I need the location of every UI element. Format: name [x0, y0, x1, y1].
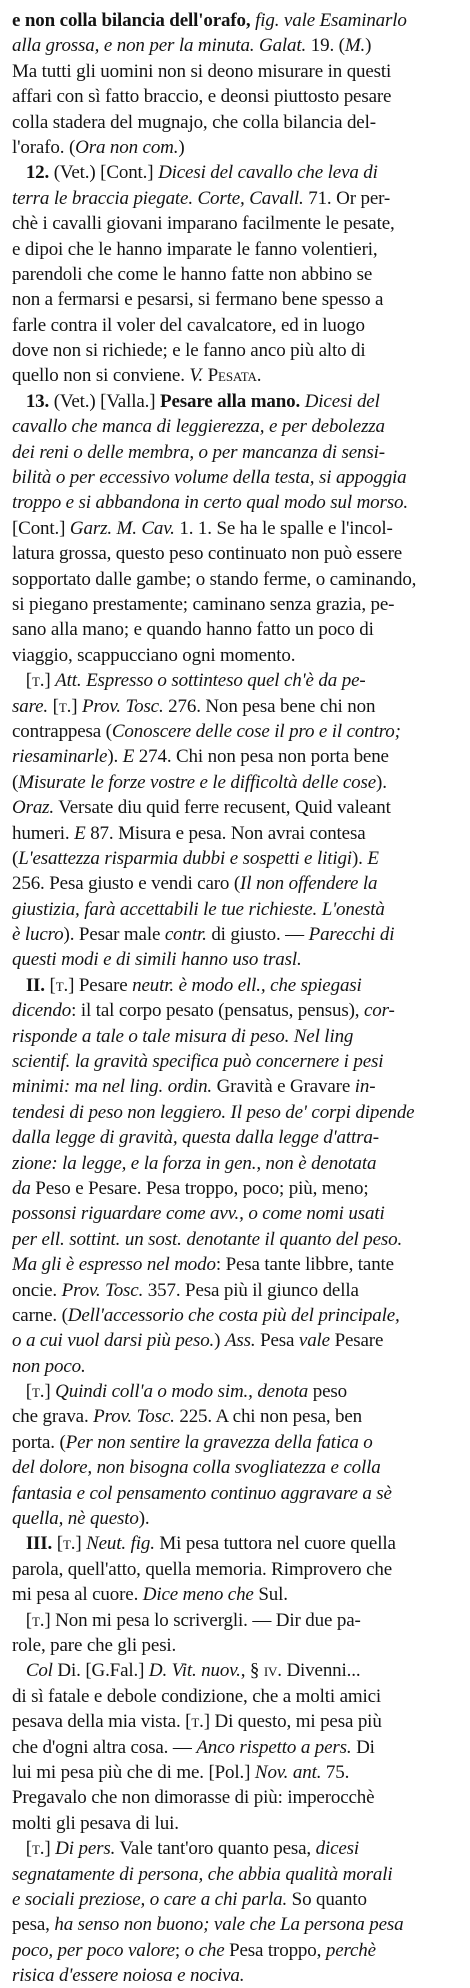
text-line: dalla legge di gravità, questa dalla legge d'attra-: [12, 1127, 379, 1149]
text-line: è lucro). Pesar male contr. di giusto. — Parecchi di: [12, 924, 395, 946]
text-line: scientif. la gravità specifica può concernere i pesi: [12, 1051, 384, 1073]
text-line: dei reni o delle membra, o per mancanza di sensi-: [12, 441, 385, 463]
text-line: si piegano prestamente; caminano senza grazia, pe-: [12, 593, 395, 615]
text-line: e sociali preziose, o care a chi parla. So quanto: [12, 1888, 367, 1910]
text-line: o a cui vuol darsi più peso.) Ass. Pesa vale Pesare: [12, 1330, 384, 1352]
text-line: del dolore, non bisogna colla svogliatezza e colla: [12, 1457, 381, 1479]
text-line: che d'ogni altra cosa. — Anco rispetto a pers. Di: [12, 1736, 375, 1758]
text-line: sano alla mano; e quando hanno fatto un poco di: [12, 619, 374, 641]
text-line: latura grossa, questo peso continuato non può essere: [12, 543, 403, 565]
text-line: bilità o per eccessivo volume della testa, si appoggia: [12, 467, 407, 489]
text-line: riesaminarle). E 274. Chi non pesa non porta bene: [12, 746, 389, 768]
text-line: non a fermarsi e pesarsi, si fermano bene spesso a: [12, 289, 384, 311]
text-line: e non colla bilancia dell'orafo, fig. vale Esaminarlo: [12, 10, 407, 31]
text-line: sopportato dalle gambe; o stando ferme, o caminando,: [12, 568, 417, 590]
text-line: carne. (Dell'accessorio che costa più del principale,: [12, 1304, 400, 1326]
text-line: Oraz. Versate diu quid ferre recusent, Quid valeant: [12, 797, 391, 819]
text-line: farle contra il voler del cavalcatore, ed in luogo: [12, 314, 365, 336]
text-line: [t.] Quindi coll'a o modo sim., denota peso: [12, 1381, 347, 1403]
text-line: chè i cavalli giovani imparano facilmente le pesate,: [12, 213, 395, 235]
text-line: non poco.: [12, 1355, 86, 1377]
text-line: parola, quell'atto, quella memoria. Rimprovero che: [12, 1558, 393, 1580]
text-line: role, pare che gli pesi.: [12, 1635, 177, 1656]
text-line: [t.] Non mi pesa lo scrivergli. — Dir due pa-: [12, 1609, 361, 1631]
text-line: 13. (Vet.) [Valla.] Pesare alla mano. Dicesi del: [25, 390, 380, 412]
text-line: giustizia, farà accettabili le tue richieste. L'onestà: [12, 898, 385, 920]
text-line: minimi: ma nel ling. ordin. Gravità e Gravare in-: [12, 1076, 376, 1098]
text-line: humeri. E 87. Misura e pesa. Non avrai contesa: [12, 822, 366, 844]
text-line: cavallo che manca di leggierezza, e per debolezza: [12, 416, 385, 438]
text-line: molti gli pesava di lui.: [12, 1812, 179, 1834]
text-line: da Peso e Pesare. Pesa troppo, poco; più, meno;: [12, 1177, 369, 1199]
text-line: per ell. sottint. un sost. denotante il quanto del peso.: [12, 1228, 403, 1250]
text-line: questi modi e di simili hanno uso trasl.: [12, 949, 302, 971]
text-line: Col Di. [G.Fal.] D. Vit. nuov., § iv. Divenni...: [25, 1660, 361, 1682]
text-line: pesa, ha senso non buono; vale che La persona pesa: [12, 1914, 404, 1936]
text-line: II. [t.] Pesare neutr. è modo ell., che spiegasi: [25, 974, 362, 996]
text-line: parendoli che come le hanno fatte non abbino se: [12, 263, 373, 285]
text-line: III. [t.] Neut. fig. Mi pesa tuttora nel cuore quella: [25, 1533, 396, 1555]
text-line: e dipoi che le hanno imparate le fanno volentieri,: [12, 238, 378, 260]
text-line: Ma tutti gli uomini non si deono misurare in questi: [12, 60, 392, 82]
text-line: risica d'essere noiosa e nociva.: [12, 1965, 245, 1987]
text-line: sare. [t.] Prov. Tosc. 276. Non pesa bene chi non: [12, 695, 376, 717]
text-line: risponde a tale o tale misura di peso. Nel ling: [12, 1025, 354, 1047]
text-line: porta. (Per non sentire la gravezza della fatica o: [12, 1431, 373, 1453]
text-line: (L'esattezza risparmia dubbi e sospetti e litigi). E: [12, 847, 379, 869]
text-line: che grava. Prov. Tosc. 225. A chi non pesa, ben: [12, 1406, 363, 1428]
text-line: affari con sì fatto braccio, e deonsi piuttosto pesare: [12, 86, 392, 108]
text-line: fantasia e col pensamento continuo aggravare a sè: [12, 1482, 392, 1504]
text-line: [t.] Att. Espresso o sottinteso quel ch'è da pe-: [12, 670, 366, 692]
text-line: 256. Pesa giusto e vendi caro (Il non offendere la: [12, 873, 378, 895]
text-line: quello non si conviene. V. Pesata.: [12, 365, 262, 387]
text-line: segnatamente di persona, che abbia qualità morali: [12, 1863, 393, 1885]
text-line: zione: la legge, e la forza in gen., non è denotata: [12, 1152, 377, 1174]
text-line: mi pesa al cuore. Dice meno che Sul.: [12, 1584, 288, 1606]
text-line: dicendo: il tal corpo pesato (pensatus, pensus), cor-: [12, 1000, 395, 1022]
text-line: tendesi di peso non leggiero. Il peso de' corpi dipende: [12, 1101, 415, 1123]
text-line: quella, nè questo).: [12, 1508, 150, 1530]
text-line: di sì fatale e debole condizione, che a molti amici: [12, 1685, 382, 1707]
text-line: (Misurate le forze vostre e le difficoltà delle cose).: [12, 771, 387, 793]
text-line: terra le braccia piegate. Corte, Cavall. 71. Or per-: [12, 187, 391, 209]
text-line: oncie. Prov. Tosc. 357. Pesa più il giunco della: [12, 1279, 359, 1301]
text-line: viaggio, scappucciano ogni momento.: [12, 644, 296, 666]
text-line: l'orafo. (Ora non com.): [12, 136, 185, 158]
text-line: poco, per poco valore; o che Pesa troppo, perchè: [12, 1939, 376, 1961]
text-line: troppo e si abbandona in certo qual modo sul morso.: [12, 492, 408, 514]
text-line: colla stadera del mugnajo, che colla bilancia del-: [12, 111, 376, 133]
text-line: Ma gli è espresso nel modo: Pesa tante libbre, tante: [12, 1254, 394, 1276]
text-line: Pregavalo che non dimorasse di più: imperocchè: [12, 1787, 375, 1809]
text-line: dove non si richiede; e le fanno anco più alto di: [12, 340, 366, 362]
text-line: alla grossa, e non per la minuta. Galat. 19. (M.): [12, 35, 372, 57]
text-line: pesava della mia vista. [t.] Di questo, mi pesa più: [12, 1711, 382, 1733]
text-line: contrappesa (Conoscere delle cose il pro e il contro;: [12, 720, 401, 742]
text-line: possonsi riguardare come avv., o come nomi usati: [12, 1203, 385, 1225]
text-line: lui mi pesa più che di me. [Pol.] Nov. ant. 75.: [12, 1761, 350, 1783]
text-line: [Cont.] Garz. M. Cav. 1. 1. Se ha le spalle e l'incol-: [12, 517, 393, 539]
text-line: 12. (Vet.) [Cont.] Dicesi del cavallo che leva di: [25, 162, 378, 184]
text-line: [t.] Di pers. Vale tant'oro quanto pesa, dicesi: [12, 1838, 360, 1860]
